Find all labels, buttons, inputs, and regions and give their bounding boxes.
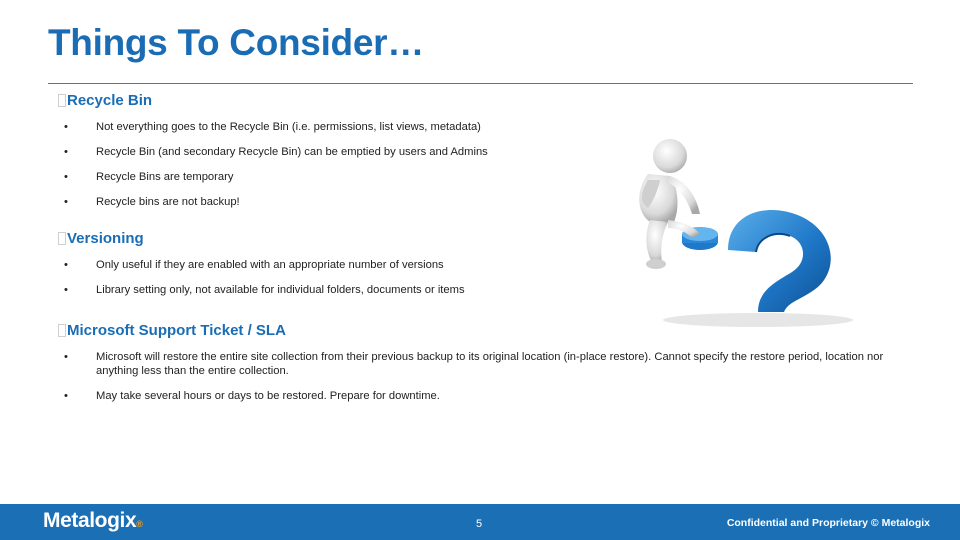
bullet-dot: • [64,121,68,133]
bullet-text: Library setting only, not available for individual folders, documents or items [96,284,465,296]
bullet-text: May take several hours or days to be restored. Prepare for downtime. [96,390,440,402]
page-number: 5 [476,518,483,530]
bullet-dot: • [64,390,68,402]
page-title: Things To Consider… [48,22,424,63]
bullet-dot: • [64,259,68,271]
bullet-text: Recycle bins are not backup! [96,196,240,208]
title-divider [48,83,913,84]
bullet-text: Not everything goes to the Recycle Bin (i.e. permissions, list views, metadata) [96,121,481,133]
list-item [58,350,906,378]
list-item [58,389,908,403]
section-heading [58,92,908,109]
heading-bullet-box [58,232,66,245]
logo-text: Metalogix [43,509,137,532]
confidential-notice: Confidential and Proprietary © Metalogix [726,517,930,529]
bullet-list [58,350,908,403]
section-heading-text: Microsoft Support Ticket / SLA [67,322,286,339]
bullet-text: Microsoft will restore the entire site collection from their previous backup to its original location (in-place restore). Cannot specify the restore period, location nor anything less than the entire collection. [96,351,884,377]
bullet-dot: • [64,146,68,158]
bullet-dot: • [64,284,68,296]
metalogix-logo [43,509,142,533]
bullet-dot: • [64,351,68,363]
logo-mark: ® [136,519,143,529]
bullet-dot: • [64,171,68,183]
section-heading-text: Versioning [67,230,144,247]
heading-bullet-box [58,94,66,107]
thinking-person-question-mark-icon [608,130,860,330]
section-microsoft-support [58,322,908,403]
heading-bullet-box [58,324,66,337]
bullet-text: Recycle Bin (and secondary Recycle Bin) can be emptied by users and Admins [96,146,488,158]
bullet-dot: • [64,196,68,208]
section-heading-text: Recycle Bin [67,92,153,109]
bullet-text: Recycle Bins are temporary [96,171,234,183]
bullet-text: Only useful if they are enabled with an appropriate number of versions [96,259,444,271]
footer-bar [0,504,960,540]
